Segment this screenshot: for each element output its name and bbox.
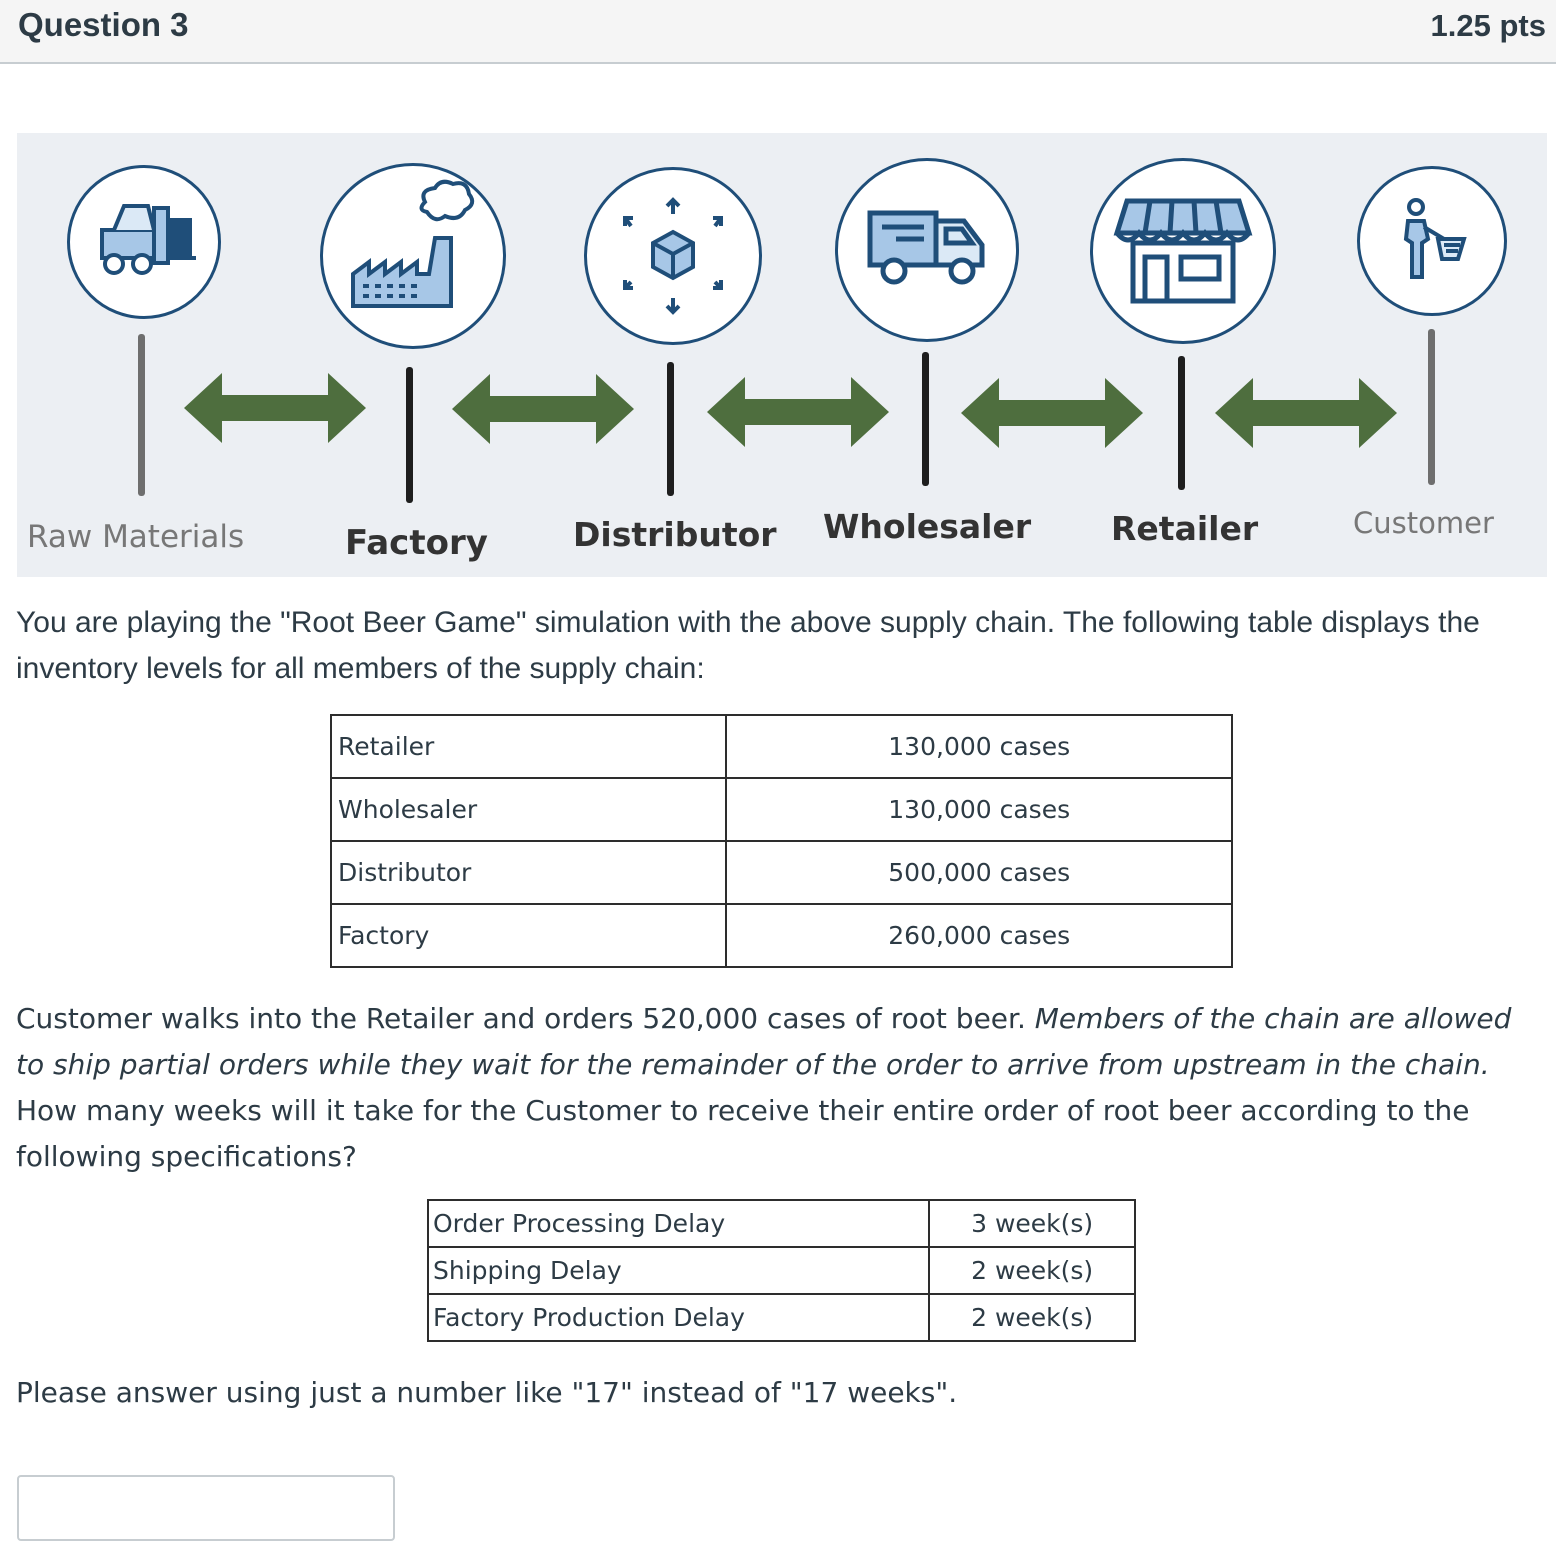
connector-line: [1178, 356, 1185, 490]
connector-line: [922, 352, 929, 486]
store-icon: [1090, 158, 1276, 344]
double-arrow-icon: [961, 378, 1143, 448]
table-row: [331, 841, 1232, 904]
inventory-value: 130,000 cases: [726, 778, 1232, 841]
delay-name: Shipping Delay: [428, 1247, 929, 1294]
factory-icon: [320, 163, 506, 349]
double-arrow-icon: [452, 374, 634, 444]
customer-cart-icon: [1357, 166, 1507, 316]
delay-value: 2 week(s): [929, 1247, 1135, 1294]
inventory-member: Retailer: [331, 715, 726, 778]
double-arrow-icon: [1215, 378, 1397, 448]
connector-line: [138, 334, 145, 496]
question-title: Question 3: [18, 6, 189, 43]
forklift-icon: [67, 165, 221, 319]
table-row: [428, 1247, 1135, 1294]
question-text-italic: Members of the chain are allowed to ship partial orders while they wait for the remainder of the order to arrive from upstream in the chain.: [16, 1002, 1512, 1081]
label-customer: Customer: [1353, 506, 1494, 540]
intro-line-1: You are playing the "Root Beer Game" simulation with the above supply chain. The following table displays the: [16, 606, 1480, 639]
intro-paragraph: [16, 600, 1556, 692]
question-paragraph: [16, 996, 1536, 1180]
inventory-table: [330, 714, 1233, 968]
delay-name: Order Processing Delay: [428, 1200, 929, 1247]
label-distributor: Distributor: [573, 515, 777, 554]
table-row: [331, 904, 1232, 967]
connector-line: [667, 362, 674, 496]
connector-line: [1428, 329, 1435, 485]
distribution-icon: [584, 167, 762, 345]
answer-input[interactable]: [17, 1475, 395, 1541]
question-header: [0, 0, 1556, 64]
delay-value: 2 week(s): [929, 1294, 1135, 1341]
label-retailer: Retailer: [1111, 509, 1259, 548]
table-row: [428, 1200, 1135, 1247]
supply-chain-diagram: [17, 133, 1547, 577]
inventory-value: 260,000 cases: [726, 904, 1232, 967]
double-arrow-icon: [707, 377, 889, 447]
delay-name: Factory Production Delay: [428, 1294, 929, 1341]
inventory-value: 130,000 cases: [726, 715, 1232, 778]
table-row: [331, 715, 1232, 778]
inventory-member: Factory: [331, 904, 726, 967]
delivery-truck-icon: [835, 158, 1019, 342]
label-factory: Factory: [345, 523, 488, 563]
label-wholesaler: Wholesaler: [823, 507, 1032, 546]
intro-line-2: inventory levels for all members of the supply chain:: [16, 652, 705, 685]
inventory-member: Wholesaler: [331, 778, 726, 841]
table-row: [331, 778, 1232, 841]
label-raw-materials: Raw Materials: [27, 519, 245, 555]
delays-table: [427, 1199, 1136, 1342]
question-text-part1: Customer walks into the Retailer and orders 520,000 cases of root beer.: [16, 1002, 1035, 1035]
inventory-value: 500,000 cases: [726, 841, 1232, 904]
inventory-member: Distributor: [331, 841, 726, 904]
table-row: [428, 1294, 1135, 1341]
delay-value: 3 week(s): [929, 1200, 1135, 1247]
double-arrow-icon: [184, 373, 366, 443]
instruction-text: Please answer using just a number like "17" instead of "17 weeks".: [16, 1376, 958, 1409]
question-points: 1.25 pts: [1430, 8, 1546, 43]
question-text-part3: How many weeks will it take for the Customer to receive their entire order of root beer according to the following specifications?: [16, 1094, 1470, 1173]
connector-line: [406, 367, 413, 503]
